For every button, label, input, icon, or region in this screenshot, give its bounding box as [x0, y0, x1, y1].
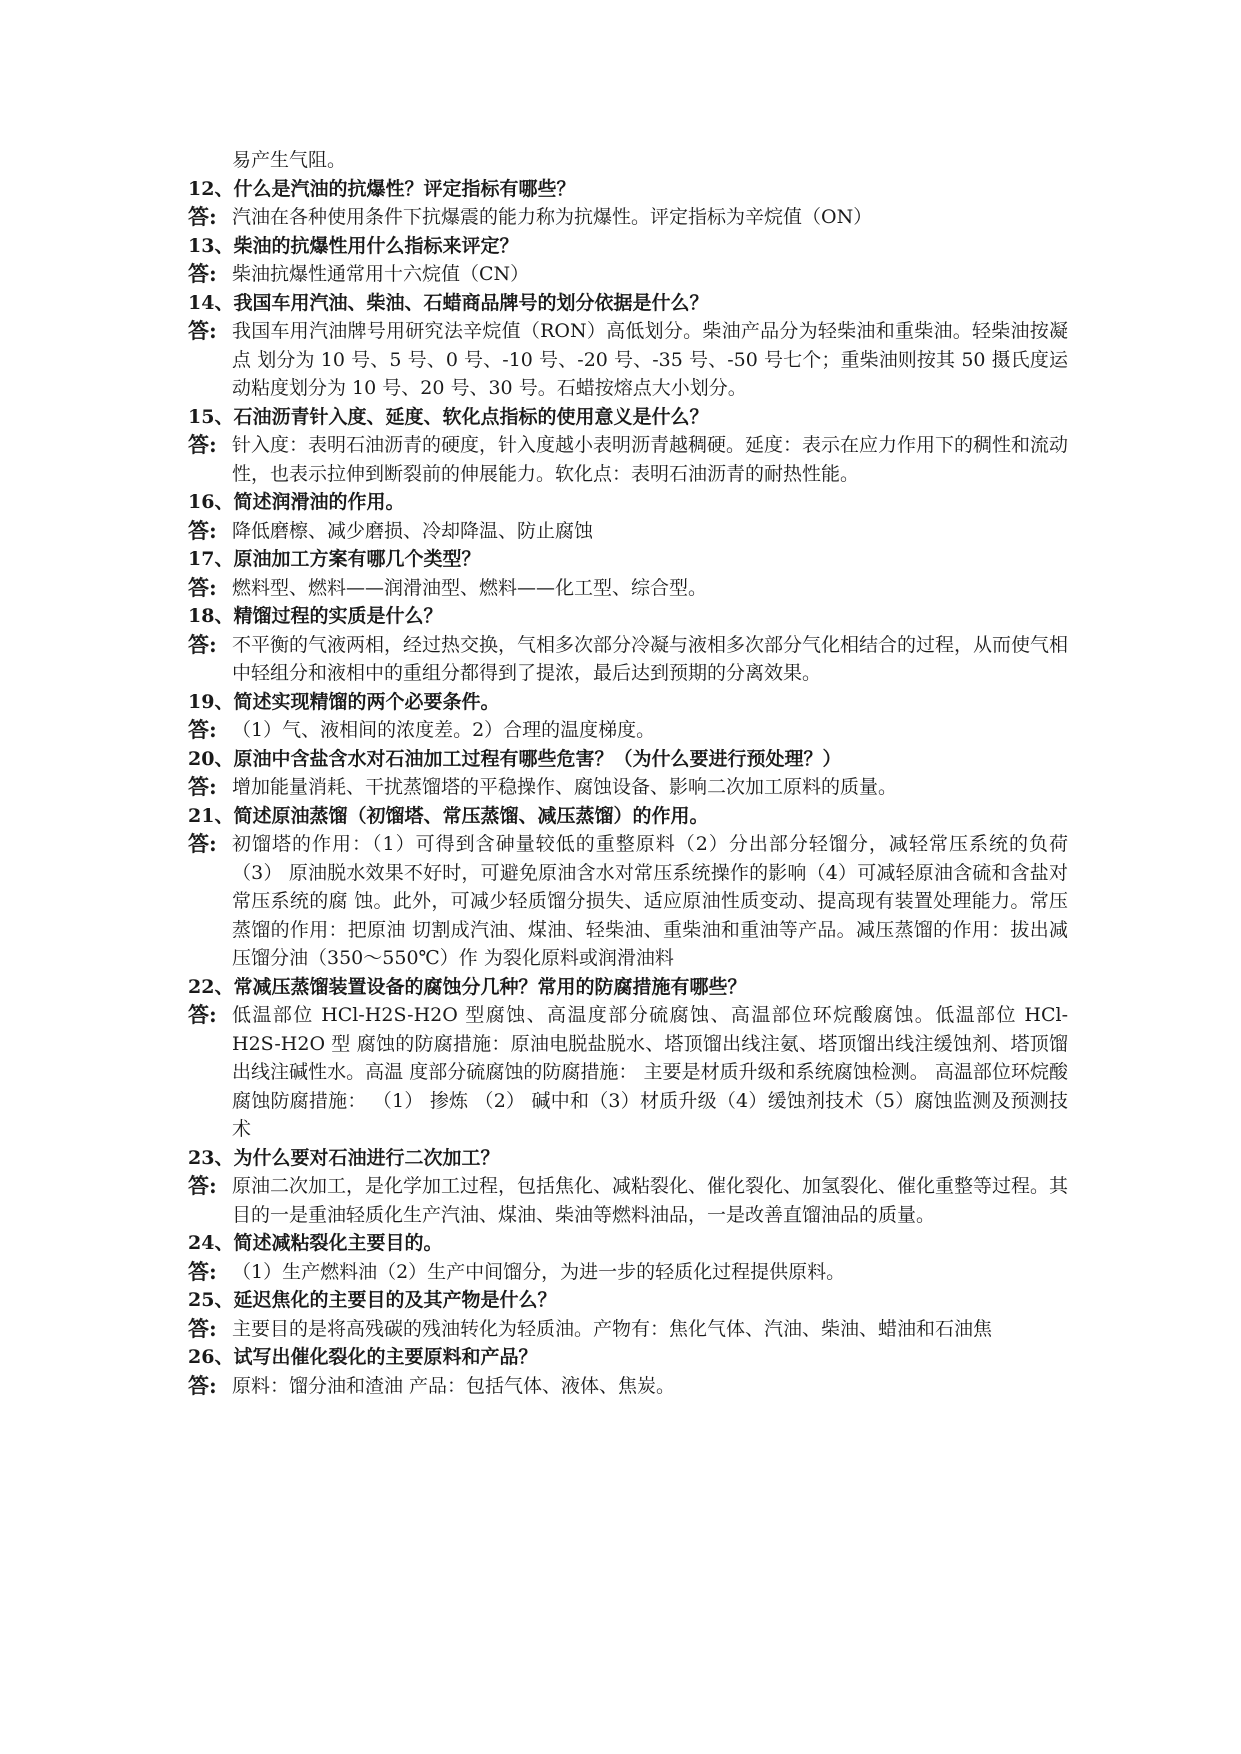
answer	[188, 1258, 1068, 1287]
question: 16、简述润滑油的作用。	[188, 491, 405, 513]
answer-label: 答:	[188, 517, 217, 543]
answer-label: 答:	[188, 318, 217, 343]
answer-label: 答:	[188, 1372, 217, 1398]
question: 14、我国车用汽油、柴油、石蜡商品牌号的划分依据是什么？	[188, 291, 709, 314]
qa-item	[188, 802, 1068, 973]
qa-item	[188, 1286, 1068, 1343]
answer	[188, 830, 1068, 973]
qa-item	[188, 403, 1068, 489]
answer	[188, 431, 1068, 488]
question: 12、什么是汽油的抗爆性？评定指标有哪些？	[188, 177, 576, 200]
answer-text: （1）生产燃料油（2）生产中间馏分，为进一步的轻质化过程提供原料。	[232, 1260, 846, 1283]
question: 24、简述减粘裂化主要目的。	[188, 1232, 443, 1254]
answer	[188, 203, 1068, 232]
question: 21、简述原油蒸馏（初馏塔、常压蒸馏、减压蒸馏）的作用。	[188, 804, 709, 827]
answer	[188, 260, 1068, 289]
qa-item	[188, 175, 1068, 232]
qa-item	[188, 745, 1068, 802]
qa-item	[188, 602, 1068, 688]
question: 22、常减压蒸馏装置设备的腐蚀分几种？常用的防腐措施有哪些？	[188, 975, 747, 998]
answer	[188, 1172, 1068, 1229]
answer-text: 原料：馏分油和渣油 产品：包括气体、液体、焦炭。	[232, 1374, 676, 1397]
answer-label: 答:	[188, 1258, 217, 1284]
answer-label: 答:	[188, 1173, 217, 1198]
answer-text: 不平衡的气液两相，经过热交换，气相多次部分冷凝与液相多次部分气化相结合的过程，从而使气相 中轻组分和液相中的重组分都得到了提浓，最后达到预期的分离效果。	[232, 633, 1069, 684]
qa-item	[188, 1343, 1068, 1400]
question: 25、延迟焦化的主要目的及其产物是什么？	[188, 1289, 557, 1311]
answer	[188, 574, 1068, 603]
qa-item	[188, 488, 1068, 545]
answer	[188, 716, 1068, 745]
answer	[188, 631, 1068, 688]
question: 19、简述实现精馏的两个必要条件。	[188, 690, 500, 713]
answer-text: 燃料型、燃料——润滑油型、燃料——化工型、综合型。	[232, 576, 708, 599]
answer-text: 降低磨檫、减少磨损、冷却降温、防止腐蚀	[232, 519, 594, 542]
answer-label: 答:	[188, 1002, 217, 1027]
qa-item	[188, 232, 1068, 289]
qa-item	[188, 289, 1068, 403]
question: 17、原油加工方案有哪几个类型？	[188, 548, 481, 570]
answer-text: 原油二次加工，是化学加工过程，包括焦化、减粘裂化、催化裂化、加氢裂化、催化重整等过程。其 目的一是重油轻质化生产汽油、煤油、柴油等燃料油品，一是改善直馏油品的质量。	[232, 1175, 1069, 1226]
answer	[188, 317, 1068, 403]
continued-text: 易产生气阻。	[232, 149, 347, 171]
answer-text: 低温部位 HCl-H2S-H2O 型腐蚀、高温度部分硫腐蚀、高温部位环烷酸腐蚀。低温部位 HCl-H2S-H2O 型 腐蚀的防腐措施：原油电脱盐脱水、塔顶馏出线注氨、塔顶馏出线注缓蚀剂、塔顶馏出线注碱性水。高温 度部分硫腐蚀的防腐措施： 主要是材质升级和系统腐蚀检测。 高温部位环烷酸腐蚀防腐措施： （1） 掺炼 （2） 碱中和（3）材质升级（4）缓蚀剂技术（5）腐蚀监测及预测技术	[232, 1004, 1068, 1140]
question: 13、柴油的抗爆性用什么指标来评定？	[188, 234, 519, 257]
answer-text: 柴油抗爆性通常用十六烷值（CN）	[232, 263, 530, 285]
question: 15、石油沥青针入度、延度、软化点指标的使用意义是什么？	[188, 405, 709, 428]
answer-label: 答:	[188, 774, 217, 799]
question: 20、原油中含盐含水对石油加工过程有哪些危害？（为什么要进行预处理？）	[188, 747, 842, 770]
answer	[188, 773, 1068, 802]
answer	[188, 1315, 1068, 1344]
question: 23、为什么要对石油进行二次加工？	[188, 1146, 500, 1169]
question: 18、精馏过程的实质是什么？	[188, 605, 443, 627]
answer-text: 汽油在各种使用条件下抗爆震的能力称为抗爆性。评定指标为辛烷值（ON）	[232, 206, 873, 228]
qa-item	[188, 688, 1068, 745]
answer-label: 答:	[188, 574, 217, 600]
qa-item	[188, 545, 1068, 602]
answer-label: 答:	[188, 631, 217, 657]
question: 26、试写出催化裂化的主要原料和产品？	[188, 1346, 538, 1368]
answer	[188, 517, 1068, 546]
qa-item	[188, 1229, 1068, 1286]
answer-text: 增加能量消耗、干扰蒸馏塔的平稳操作、腐蚀设备、影响二次加工原料的质量。	[232, 776, 898, 798]
answer	[188, 1001, 1068, 1144]
answer-label: 答:	[188, 432, 217, 457]
answer-label: 答:	[188, 717, 217, 742]
answer-label: 答:	[188, 204, 217, 229]
answer-text: 初馏塔的作用：（1）可得到含砷量较低的重整原料（2）分出部分轻馏分，减轻常压系统的负荷（3） 原油脱水效果不好时，可避免原油含水对常压系统操作的影响（4）可减轻原油含硫和含盐对常压系统的腐 蚀。此外，可减少轻质馏分损失、适应原油性质变动、提高现有装置处理能力。常压蒸馏的作用：把原油 切割成汽油、煤油、轻柴油、重柴油和重油等产品。减压蒸馏的作用：拔出减压馏分油（350～550℃）作 为裂化原料或润滑油料	[232, 833, 1068, 969]
answer-label: 答:	[188, 261, 217, 286]
qa-item	[188, 973, 1068, 1144]
qa-content	[188, 146, 1068, 1400]
answer-text: 针入度：表明石油沥青的硬度，针入度越小表明沥青越稠硬。延度：表示在应力作用下的稠性和流动 性，也表示拉伸到断裂前的伸展能力。软化点：表明石油沥青的耐热性能。	[232, 434, 1069, 485]
answer-label: 答:	[188, 831, 217, 856]
answer-text: （1）气、液相间的浓度差。2）合理的温度梯度。	[232, 719, 656, 741]
answer-text: 我国车用汽油牌号用研究法辛烷值（RON）高低划分。柴油产品分为轻柴油和重柴油。轻柴油按凝点 划分为 10 号、5 号、0 号、-10 号、-20 号、-35 号、-50 号七个；重柴油则按其 50 摄氏度运动粘度划分为 10 号、20 号、30 号。石蜡按熔点大小划分。	[232, 320, 1068, 399]
answer	[188, 1372, 1068, 1401]
answer-text: 主要目的是将高残碳的残油转化为轻质油。产物有：焦化气体、汽油、柴油、蜡油和石油焦	[232, 1317, 993, 1340]
answer-label: 答:	[188, 1315, 217, 1341]
qa-item	[188, 1144, 1068, 1230]
